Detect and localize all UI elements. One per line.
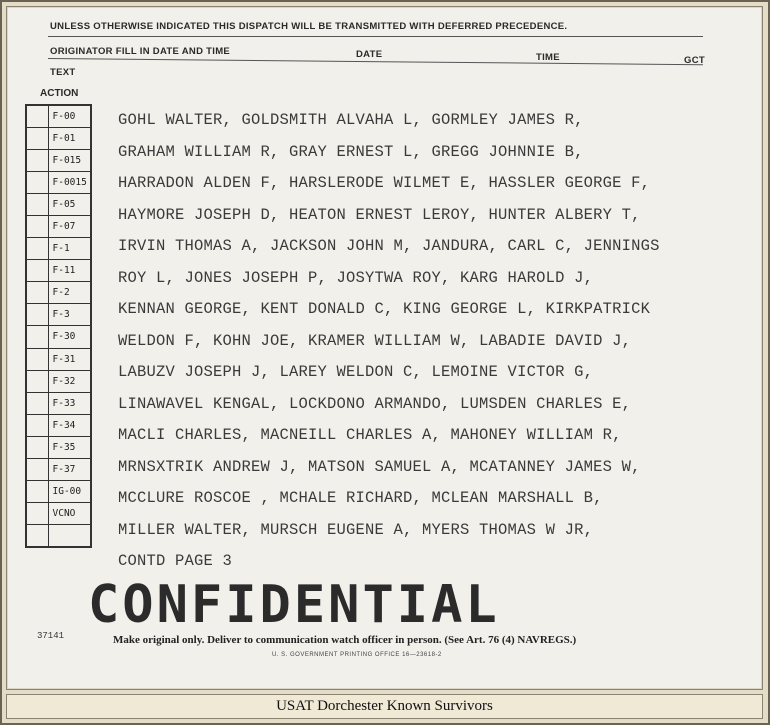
action-row [26, 282, 91, 304]
action-row [26, 326, 91, 348]
action-check-box [26, 392, 48, 414]
action-code: F-1 [48, 238, 91, 260]
action-check-box [26, 414, 48, 436]
text-label: TEXT [50, 67, 76, 78]
action-row [26, 459, 91, 481]
action-row [26, 348, 91, 370]
name-line: MRNSXTRIK ANDREW J, MATSON SAMUEL A, MCATANNEY JAMES W, [118, 457, 641, 476]
action-code: F-37 [48, 459, 91, 481]
confidential-stamp: CONFIDENTIAL [88, 575, 500, 635]
action-check-box [26, 459, 48, 481]
action-code: F-00 [48, 105, 91, 127]
action-check-box [26, 370, 48, 392]
name-line: HAYMORE JOSEPH D, HEATON ERNEST LEROY, HUNTER ALBERY T, [118, 205, 641, 224]
header-rule-top [48, 36, 703, 37]
delivery-instruction: Make original only. Deliver to communication watch officer in person. (See Art. 76 (4) NAVREGS.) [113, 634, 577, 646]
action-row [26, 171, 91, 193]
action-row [26, 105, 91, 127]
action-code: F-32 [48, 370, 91, 392]
name-line: WELDON F, KOHN JOE, KRAMER WILLIAM W, LABADIE DAVID J, [118, 331, 632, 350]
action-check-box [26, 215, 48, 237]
caption-bar [6, 694, 763, 719]
name-line: GOHL WALTER, GOLDSMITH ALVAHA L, GORMLEY JAMES R, [118, 111, 584, 129]
action-row [26, 193, 91, 215]
action-check-box [26, 282, 48, 304]
action-row [26, 414, 91, 436]
action-check-box [26, 238, 48, 260]
name-line: LINAWAVEL KENGAL, LOCKDONO ARMANDO, LUMSDEN CHARLES E, [118, 394, 632, 413]
image-caption: USAT Dorchester Known Survivors [276, 698, 493, 714]
action-check-box [26, 436, 48, 458]
action-row [26, 370, 91, 392]
action-row [26, 481, 91, 503]
name-line: KENNAN GEORGE, KENT DONALD C, KING GEORGE L, KIRKPATRICK [118, 300, 651, 318]
action-code: VCNO [48, 503, 91, 525]
action-code: F-0015 [48, 171, 91, 193]
name-line: LABUZV JOSEPH J, LAREY WELDON C, LEMOINE VICTOR G, [118, 363, 594, 381]
action-code: F-35 [48, 436, 91, 458]
action-code: F-3 [48, 304, 91, 326]
name-line: ROY L, JONES JOSEPH P, JOSYTWA ROY, KARG HAROLD J, [118, 268, 594, 287]
action-check-box [26, 481, 48, 503]
action-row [26, 238, 91, 260]
printing-office-line: U. S. GOVERNMENT PRINTING OFFICE 16—23618-2 [272, 652, 442, 658]
action-code: F-31 [48, 348, 91, 370]
gct-label: GCT [684, 55, 705, 66]
action-label: ACTION [40, 88, 79, 99]
action-routing-table [25, 104, 92, 548]
name-line: HARRADON ALDEN F, HARSLERODE WILMET E, HASSLER GEORGE F, [118, 174, 651, 192]
action-code: IG-00 [48, 481, 91, 503]
action-code: F-07 [48, 215, 91, 237]
name-line: GRAHAM WILLIAM R, GRAY ERNEST L, GREGG JOHNNIE B, [118, 142, 584, 161]
action-code: F-30 [48, 326, 91, 348]
action-row [26, 260, 91, 282]
action-code: F-33 [48, 392, 91, 414]
action-row [26, 503, 91, 525]
action-check-box [26, 193, 48, 215]
action-row [26, 525, 91, 547]
action-row [26, 149, 91, 171]
originator-label: ORIGINATOR FILL IN DATE AND TIME [50, 46, 231, 57]
action-check-box [26, 348, 48, 370]
action-code: F-2 [48, 282, 91, 304]
action-check-box [26, 127, 48, 149]
action-code: F-11 [48, 260, 91, 282]
action-check-box [26, 149, 48, 171]
precedence-notice: UNLESS OTHERWISE INDICATED THIS DISPATCH WILL BE TRANSMITTED WITH DEFERRED PRECEDENCE. [50, 21, 568, 32]
name-line: CONTD PAGE 3 [118, 552, 233, 570]
action-row [26, 392, 91, 414]
survivor-names-list [118, 105, 738, 578]
name-line: MILLER WALTER, MURSCH EUGENE A, MYERS THOMAS W JR, [118, 520, 594, 539]
name-line: MCCLURE ROSCOE , MCHALE RICHARD, MCLEAN MARSHALL B, [118, 489, 603, 507]
action-check-box [26, 503, 48, 525]
form-number: 37141 [37, 631, 65, 641]
action-row [26, 215, 91, 237]
name-line: IRVIN THOMAS A, JACKSON JOHN M, JANDURA, CARL C, JENNINGS [118, 237, 660, 255]
action-check-box [26, 304, 48, 326]
action-code [48, 525, 91, 547]
action-row [26, 304, 91, 326]
time-label: TIME [536, 52, 560, 63]
action-code: F-015 [48, 149, 91, 171]
action-check-box [26, 260, 48, 282]
action-check-box [26, 525, 48, 547]
date-label: DATE [356, 49, 383, 60]
name-line: MACLI CHARLES, MACNEILL CHARLES A, MAHONEY WILLIAM R, [118, 426, 622, 444]
action-check-box [26, 326, 48, 348]
action-row [26, 436, 91, 458]
action-check-box [26, 171, 48, 193]
action-code: F-34 [48, 414, 91, 436]
action-check-box [26, 105, 48, 127]
action-row [26, 127, 91, 149]
action-code: F-05 [48, 193, 91, 215]
action-code: F-01 [48, 127, 91, 149]
